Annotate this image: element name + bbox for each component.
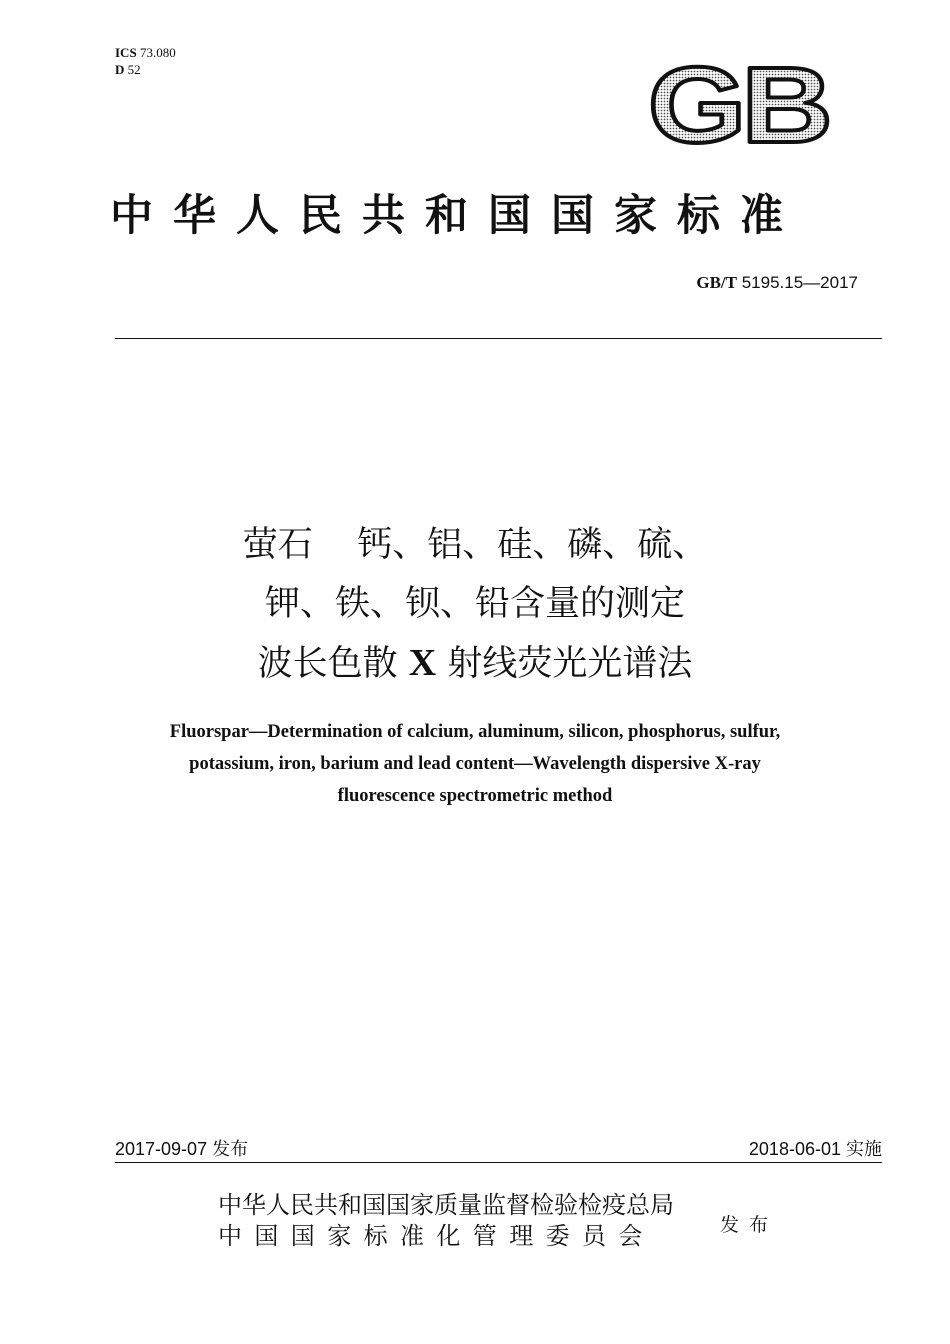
issue-date: 2017-09-07 发布	[115, 1139, 249, 1159]
standard-code: GB/T 5195.15—2017	[696, 273, 858, 292]
top-divider	[115, 338, 882, 339]
gb-logo-icon	[645, 58, 831, 152]
standard-title: 中华人民共和国国家标准	[110, 191, 803, 241]
issuer-2: 中国国家标准化管理委员会	[218, 1222, 655, 1250]
classification-codes	[115, 44, 176, 78]
chinese-title-line-1: 萤石 钙、铝、硅、磷、硫、	[242, 525, 708, 565]
english-title	[80, 716, 870, 812]
implementation-date: 2018-06-01 实施	[748, 1139, 882, 1159]
bottom-divider	[115, 1162, 882, 1163]
issuing-bodies	[218, 1190, 674, 1252]
chinese-title-line-2: 钾、铁、钡、铅含量的测定	[264, 584, 685, 624]
chinese-title	[0, 516, 950, 694]
english-title-line-2: potassium, iron, barium and lead content—Wavelength dispersive X-ray	[189, 754, 761, 774]
english-title-line-3: fluorescence spectrometric method	[337, 786, 613, 806]
ccs-code: D 52	[115, 62, 141, 77]
issuer-1: 中华人民共和国国家质量监督检验检疫总局	[218, 1191, 674, 1219]
english-title-line-1: Fluorspar—Determination of calcium, aluminum, silicon, phosphorus, sulfur,	[169, 722, 781, 742]
chinese-title-line-3: 波长色散 X 射线荧光光谱法	[257, 642, 693, 684]
publish-label: 发布	[720, 1214, 779, 1236]
ics-code: ICS 73.080	[115, 45, 176, 60]
gb-logo-text: GB	[648, 58, 829, 152]
